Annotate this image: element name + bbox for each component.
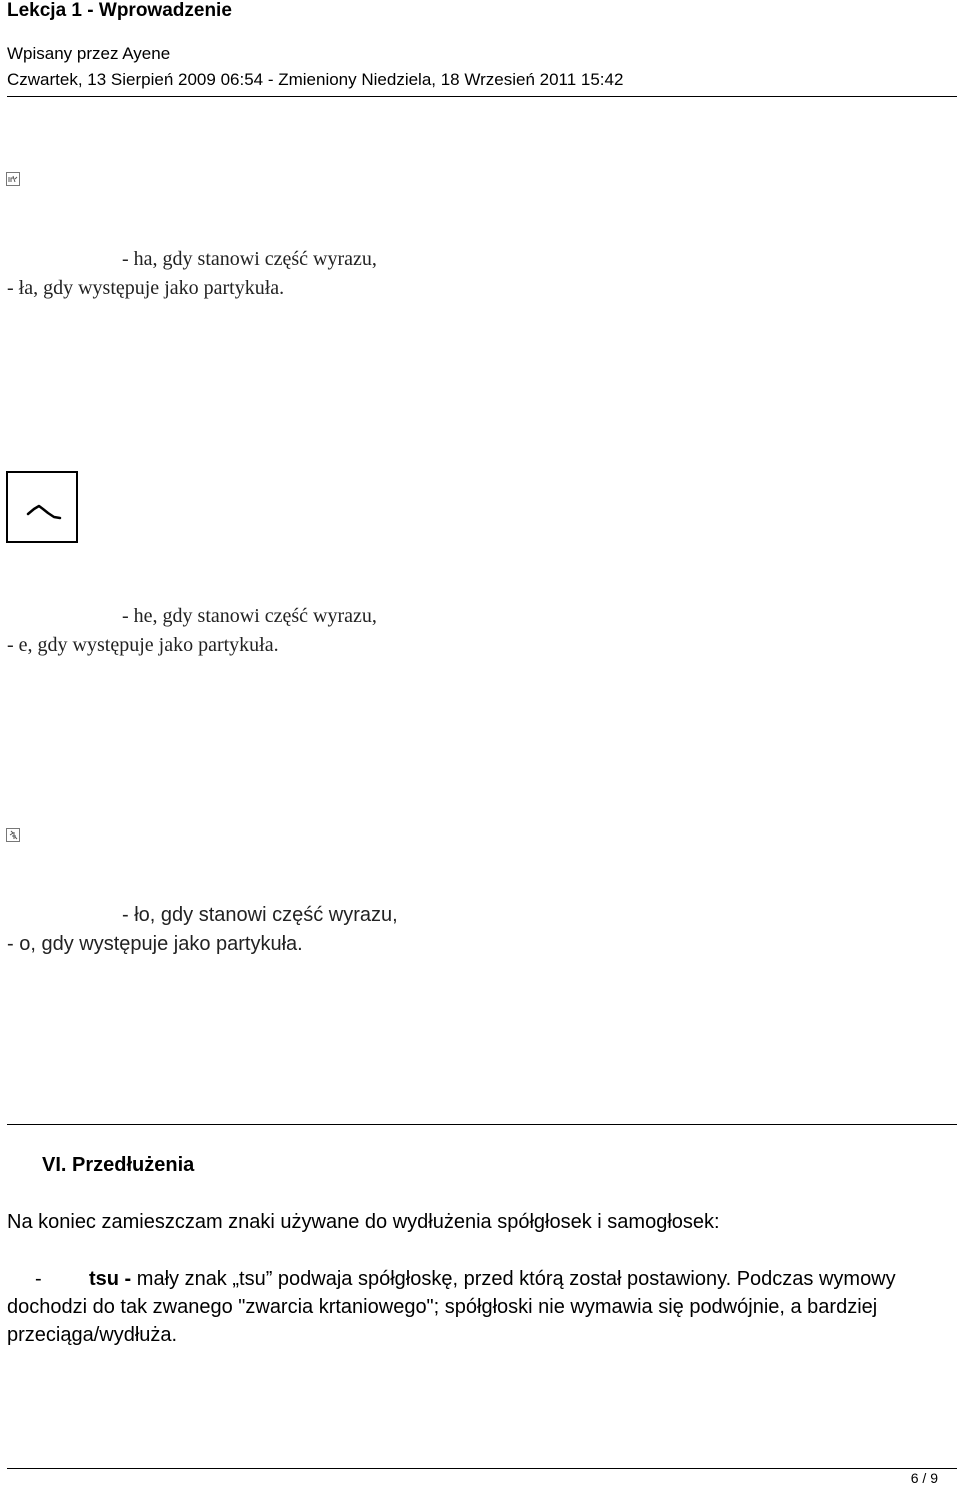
- intro-paragraph: Na koniec zamieszczam znaki używane do wydłużenia spółgłosek i samogłosek:: [7, 1211, 720, 1233]
- page-title: Lekcja 1 - Wprowadzenie: [7, 0, 232, 21]
- section-ha-line2: - ła, gdy występuje jako partykuła.: [7, 277, 285, 299]
- section-he-line1: - he, gdy stanowi część wyrazu,: [122, 605, 377, 627]
- tsu-description: [7, 1265, 907, 1349]
- section-ho-line1: - ło, gdy stanowi część wyrazu,: [122, 904, 398, 926]
- section-heading: VI. Przedłużenia: [42, 1154, 195, 1176]
- date-line: Czwartek, 13 Sierpień 2009 06:54 - Zmieniony Niedziela, 18 Wrzesień 2011 15:42: [7, 70, 624, 89]
- bullet-dash: -: [35, 1268, 42, 1290]
- term-tsu: tsu -: [89, 1268, 132, 1290]
- broken-image-icon: [6, 828, 20, 842]
- tsu-text: mały znak „tsu” podwaja spółgłoskę, przed którą został postawiony. Podczas wymowy dochodzi do tak zwanego "zwarcia krtaniowego"; spółgłoski nie wymawia się podwójnie, a bardziej przeciąga/wydłuża.: [7, 1268, 896, 1346]
- footer-divider: [7, 1468, 957, 1469]
- broken-image-icon: [6, 172, 20, 186]
- section-he-line2: - e, gdy występuje jako partykuła.: [7, 634, 279, 656]
- page-number: 6 / 9: [910, 1470, 938, 1486]
- section-ho-line2: - o, gdy występuje jako partykuła.: [7, 933, 303, 955]
- hiragana-he-image: [6, 471, 78, 543]
- section-divider: [7, 1124, 957, 1125]
- header-divider: [7, 96, 957, 97]
- author-line: Wpisany przez Ayene: [7, 44, 171, 63]
- section-ha-line1: - ha, gdy stanowi część wyrazu,: [122, 248, 377, 270]
